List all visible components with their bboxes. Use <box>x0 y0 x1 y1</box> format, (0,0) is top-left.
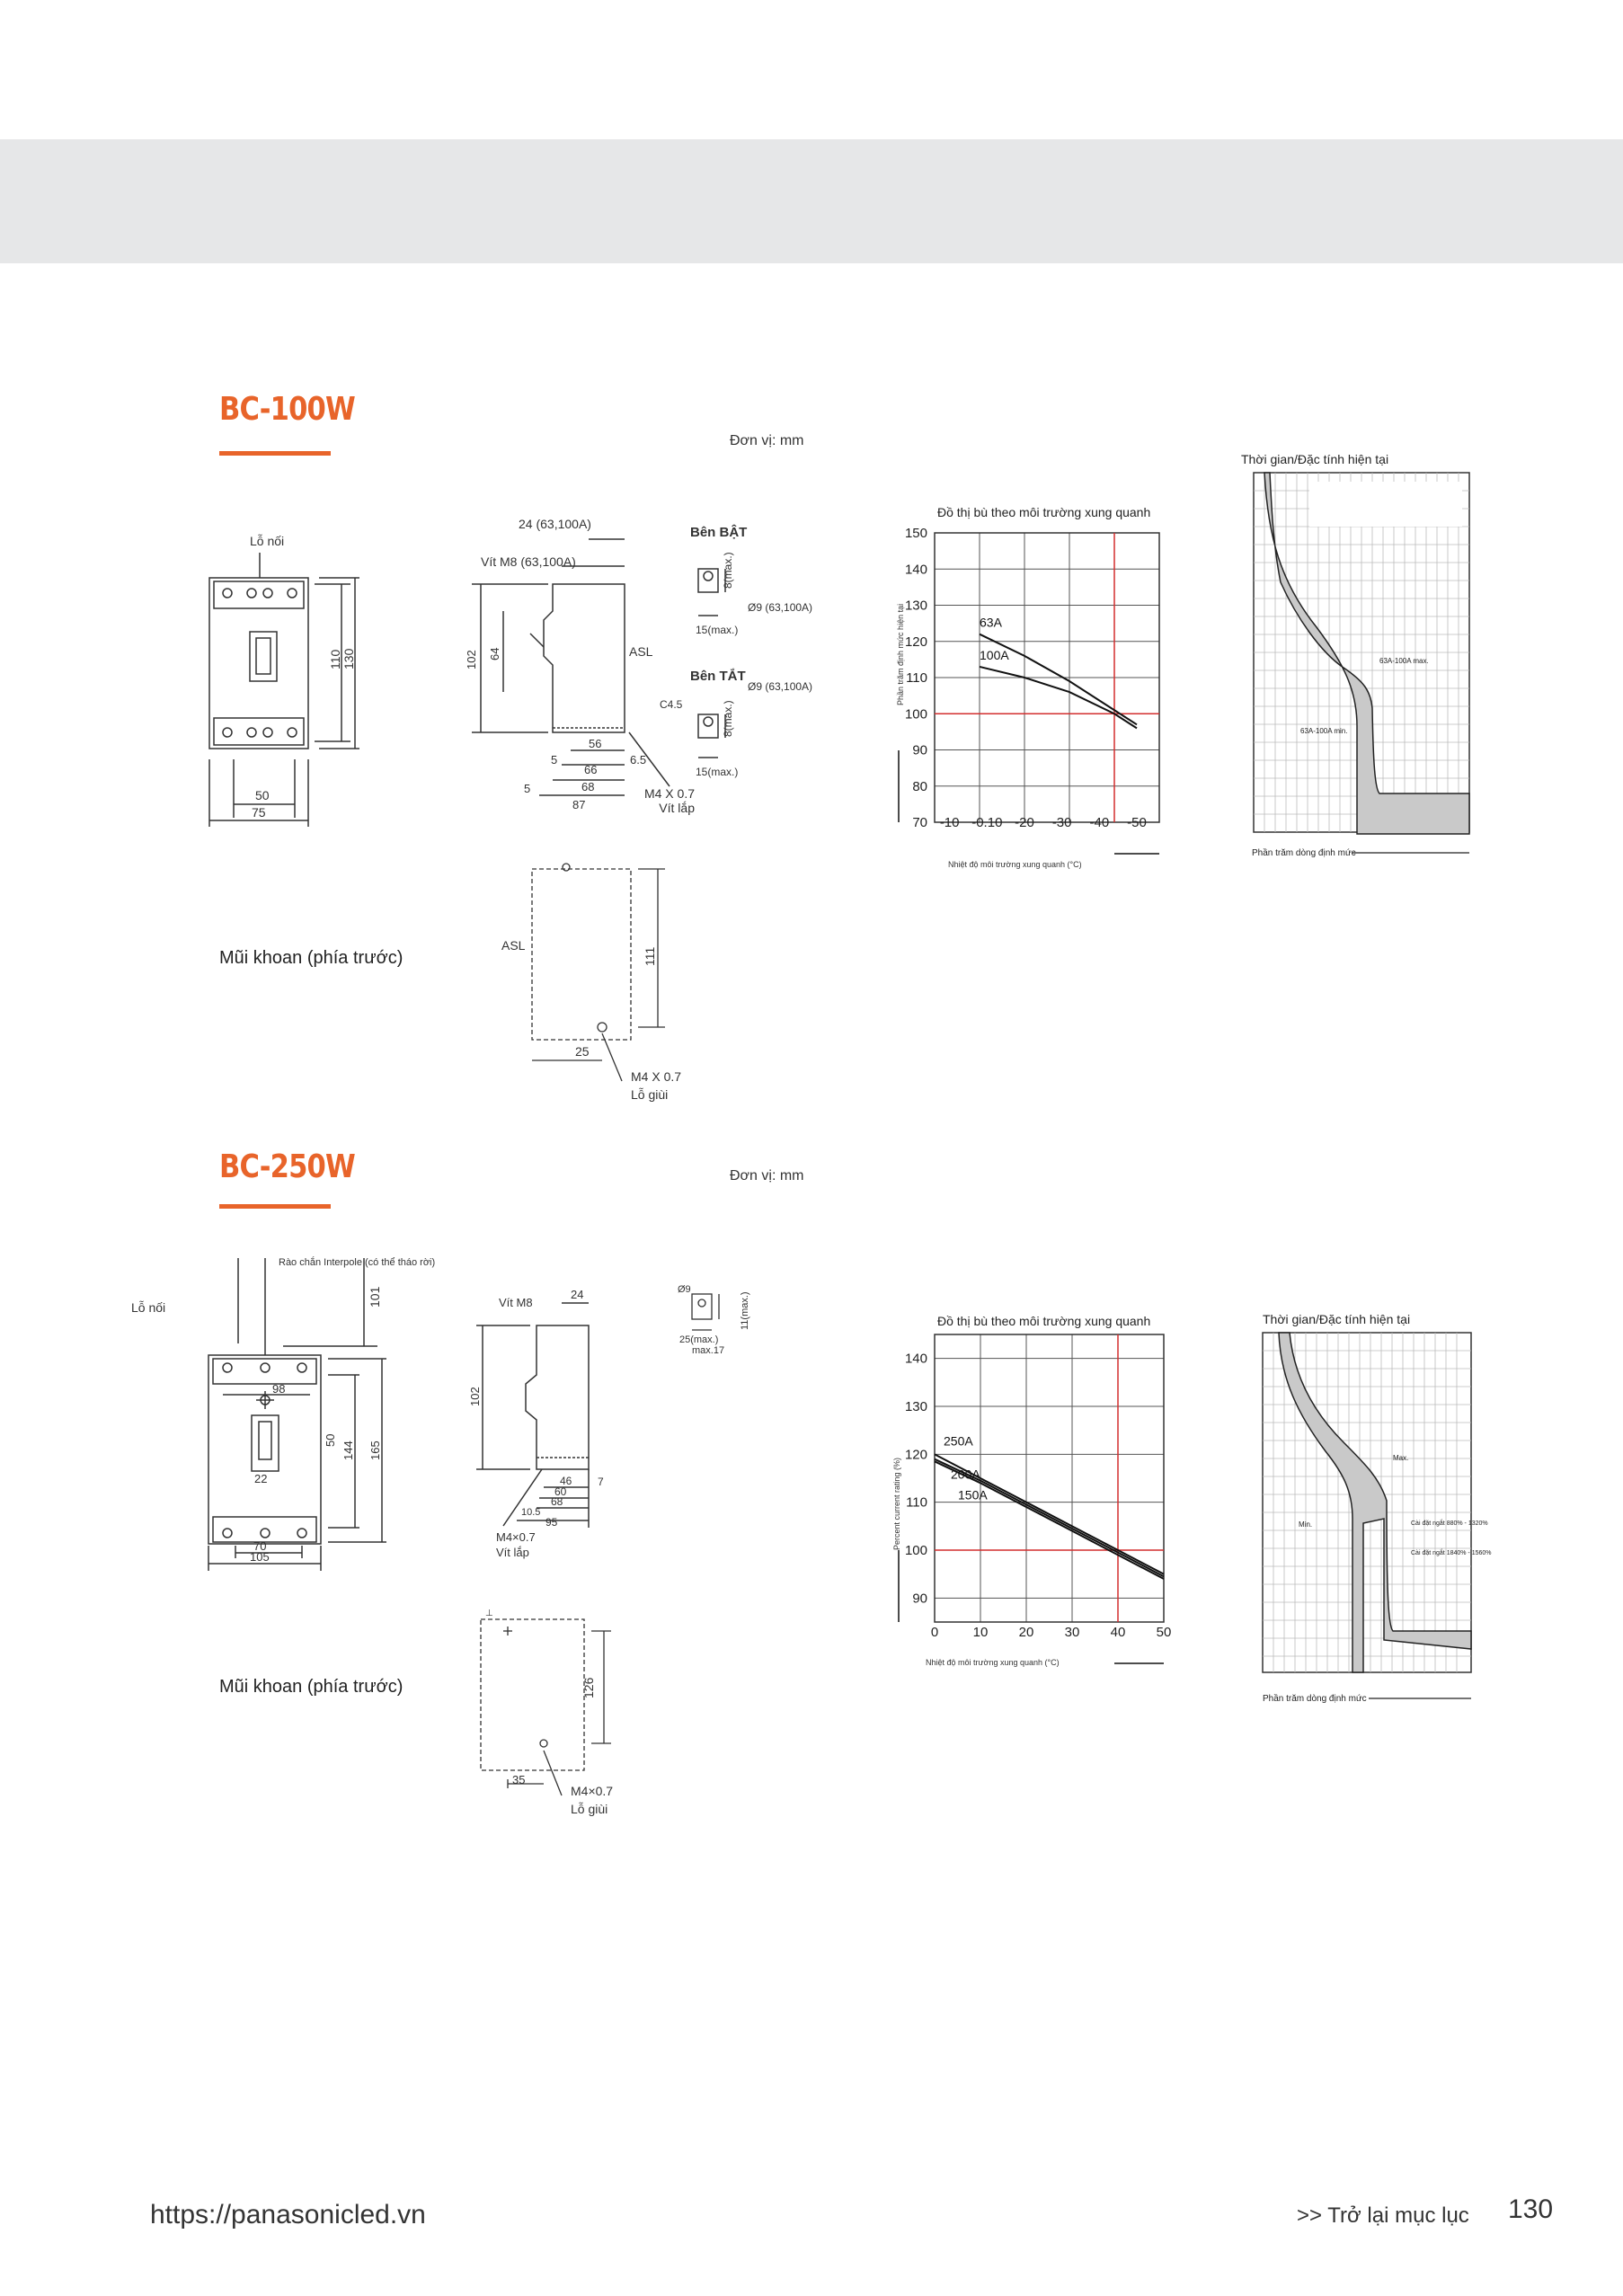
ambient-compensation-chart-1 <box>885 499 1191 885</box>
curve-label: Cài đặt ngắt 880% - 1320% <box>1411 1520 1488 1527</box>
section-rule <box>219 451 331 456</box>
side-label: 56 <box>589 737 602 750</box>
drill-label: 35 <box>512 1773 526 1786</box>
terminal-label: Ø9 <box>678 1284 691 1295</box>
side-label: 60 <box>554 1485 567 1498</box>
dim-label: 98 <box>272 1382 286 1396</box>
side-label: M4×0.7 <box>496 1530 536 1544</box>
x-tick-label: -40 <box>1089 815 1110 830</box>
terminal-off-label: Bên TẮT <box>690 669 746 684</box>
y-tick-label: 90 <box>912 742 927 758</box>
side-view-drawing <box>454 1285 634 1582</box>
y-tick-label: 140 <box>904 562 927 578</box>
side-label: Vít M8 <box>499 1296 533 1309</box>
header-band <box>0 139 1623 263</box>
terminal-label: 15(max.) <box>696 624 739 636</box>
terminal-detail-drawing <box>665 1276 773 1375</box>
drill-label: Lỗ giùi <box>631 1087 669 1102</box>
terminal-label: 11(max.) <box>740 1291 750 1330</box>
terminal-label: C4.5 <box>660 698 683 711</box>
chart-ylabel: Percent current rating (%) <box>892 1457 901 1550</box>
x-tick-label: -0.10 <box>971 815 1003 830</box>
drill-title: Mũi khoan (phía trước) <box>219 1677 404 1697</box>
terminal-label: Lỗ nối <box>131 1300 166 1315</box>
time-current-chart-1 <box>1209 448 1478 870</box>
chart-title: Đồ thị bù theo môi trường xung quanh <box>937 505 1151 519</box>
y-tick-label: 130 <box>904 1399 927 1414</box>
drill-label: 25 <box>575 1044 590 1059</box>
series-label: 250A <box>944 1433 973 1449</box>
drill-template-drawing <box>494 858 710 1110</box>
front-view-drawing <box>126 1249 436 1582</box>
y-tick-label: 100 <box>904 1543 927 1558</box>
side-label: 7 <box>598 1476 604 1488</box>
side-label: 66 <box>584 763 598 776</box>
drill-label: M4×0.7 <box>571 1784 614 1798</box>
x-tick-label: -20 <box>1015 815 1034 830</box>
terminal-label: max.17 <box>692 1345 725 1356</box>
section-title-bc250w: BC-250W <box>219 1148 355 1185</box>
drill-label: 126 <box>581 1677 596 1698</box>
page-number: 130 <box>1508 2194 1554 2224</box>
curve-label: 63A-100A min. <box>1300 727 1348 735</box>
side-label: 102 <box>465 650 478 669</box>
time-current-chart-2 <box>1209 1308 1492 1712</box>
side-view-drawing <box>454 512 696 827</box>
time-chart-title: Thời gian/Đặc tính hiện tại <box>1263 1312 1411 1326</box>
side-label: 6.5 <box>630 753 647 767</box>
side-label: 5 <box>524 782 531 795</box>
dim-label: 50 <box>255 788 270 802</box>
dim-label: 105 <box>250 1550 270 1564</box>
series-label: 150A <box>958 1487 988 1503</box>
x-tick-label: 30 <box>1064 1625 1080 1640</box>
terminal-on-label: Bên BẬT <box>690 525 748 540</box>
dim-label: 22 <box>254 1472 268 1485</box>
side-label: 68 <box>581 780 595 793</box>
side-label: Vít lắp <box>659 801 695 815</box>
side-label: Vít M8 (63,100A) <box>481 554 576 569</box>
dim-label: 130 <box>341 648 356 669</box>
y-tick-label: 120 <box>904 634 927 650</box>
x-tick-label: 0 <box>930 1625 939 1640</box>
side-label: 5 <box>551 753 558 767</box>
chart-title: Đồ thị bù theo môi trường xung quanh <box>937 1314 1151 1328</box>
side-label: 102 <box>468 1387 482 1406</box>
x-tick-label: -10 <box>939 815 960 830</box>
terminal-label: Lỗ nối <box>250 534 285 548</box>
drill-hole-mark: ⊥ <box>485 1609 493 1618</box>
series-label: 100A <box>980 647 1009 662</box>
side-label: 24 <box>571 1288 584 1301</box>
curve-label: Max. <box>1393 1454 1409 1462</box>
curve-label: Cài đặt ngắt 1840% - 1560% <box>1411 1550 1492 1556</box>
x-tick-label: -50 <box>1127 815 1147 830</box>
side-label: 10.5 <box>521 1507 541 1518</box>
terminal-label: Ø9 (63,100A) <box>748 601 813 614</box>
back-to-contents-link[interactable]: >> Trở lại mục lục <box>1297 2203 1469 2228</box>
x-tick-label: -30 <box>1051 815 1072 830</box>
series-label: 63A <box>980 615 1002 630</box>
side-label: 64 <box>488 647 501 660</box>
terminal-detail-drawing <box>660 517 847 786</box>
y-tick-label: 100 <box>904 706 927 722</box>
chart-ylabel: Phần trăm định mức hiện tại <box>896 603 905 705</box>
ambient-compensation-chart-2 <box>885 1308 1191 1676</box>
side-label: ASL <box>629 644 653 659</box>
drill-label: 111 <box>643 946 657 966</box>
terminal-label: Ø9 (63,100A) <box>748 680 813 693</box>
dim-label: 70 <box>253 1539 267 1553</box>
time-chart-title: Thời gian/Đặc tính hiện tại <box>1241 452 1389 466</box>
y-tick-label: 140 <box>904 1351 927 1367</box>
time-chart-legend <box>1309 482 1462 527</box>
drill-label: Lỗ giùi <box>571 1802 608 1816</box>
x-tick-label: 50 <box>1156 1625 1172 1640</box>
y-tick-label: 80 <box>912 778 927 794</box>
x-tick-label: 20 <box>1018 1625 1034 1640</box>
dim-label: 50 <box>324 1433 337 1447</box>
side-label: 68 <box>551 1495 563 1508</box>
y-tick-label: 90 <box>912 1591 927 1607</box>
footer-url[interactable]: https://panasonicled.vn <box>150 2200 426 2230</box>
drill-label: ASL <box>501 938 526 953</box>
interpole-label: Rào chắn Interpole (có thể tháo rời) <box>279 1257 436 1268</box>
terminal-label: 15(max.) <box>696 766 739 778</box>
section-title-bc100w: BC-100W <box>219 391 355 428</box>
terminal-label: 8(max.) <box>722 700 734 737</box>
trip-curve-band <box>1279 1333 1471 1672</box>
side-label: M4 X 0.7 <box>643 786 695 801</box>
x-tick-label: 40 <box>1110 1625 1126 1640</box>
unit-label: Đơn vị: mm <box>730 433 804 448</box>
x-tick-label: 10 <box>972 1625 989 1640</box>
y-tick-label: 150 <box>904 526 927 541</box>
y-tick-label: 120 <box>904 1447 927 1463</box>
unit-label: Đơn vị: mm <box>730 1168 804 1183</box>
y-tick-label: 130 <box>904 598 927 614</box>
dim-label: 101 <box>368 1286 382 1308</box>
section-rule <box>219 1204 331 1209</box>
dim-label: 144 <box>341 1441 355 1460</box>
chart-xlabel: Nhiệt độ môi trường xung quanh (°C) <box>948 860 1082 869</box>
y-tick-label: 70 <box>912 815 927 830</box>
curve-label: 63A-100A max. <box>1379 657 1429 665</box>
drill-label: M4 X 0.7 <box>631 1069 682 1084</box>
series-label: 200A <box>951 1467 980 1482</box>
time-chart-xlabel: Phần trăm dòng định mức <box>1263 1694 1367 1704</box>
y-tick-label: 110 <box>906 1494 927 1511</box>
chart-xlabel: Nhiệt độ môi trường xung quanh (°C) <box>926 1658 1060 1667</box>
dim-label: 110 <box>328 649 342 669</box>
terminal-label: 8(max.) <box>722 552 734 589</box>
time-chart-xlabel: Phần trăm dòng định mức <box>1252 848 1356 858</box>
y-tick-label: 110 <box>906 670 927 686</box>
drill-template-drawing <box>467 1609 683 1833</box>
series-line-100a <box>980 667 1137 728</box>
terminal-label: 25(max.) <box>679 1334 719 1345</box>
side-label: 95 <box>545 1516 558 1529</box>
curve-label: Min. <box>1299 1520 1313 1529</box>
dim-label: 75 <box>252 805 266 820</box>
side-label: 87 <box>572 798 586 811</box>
drill-title: Mũi khoan (phía trước) <box>219 948 404 968</box>
side-label: 24 (63,100A) <box>519 517 591 531</box>
side-label: 46 <box>560 1475 572 1487</box>
side-label: Vít lắp <box>496 1546 529 1559</box>
front-view-drawing <box>171 526 395 831</box>
dim-label: 165 <box>368 1441 382 1460</box>
